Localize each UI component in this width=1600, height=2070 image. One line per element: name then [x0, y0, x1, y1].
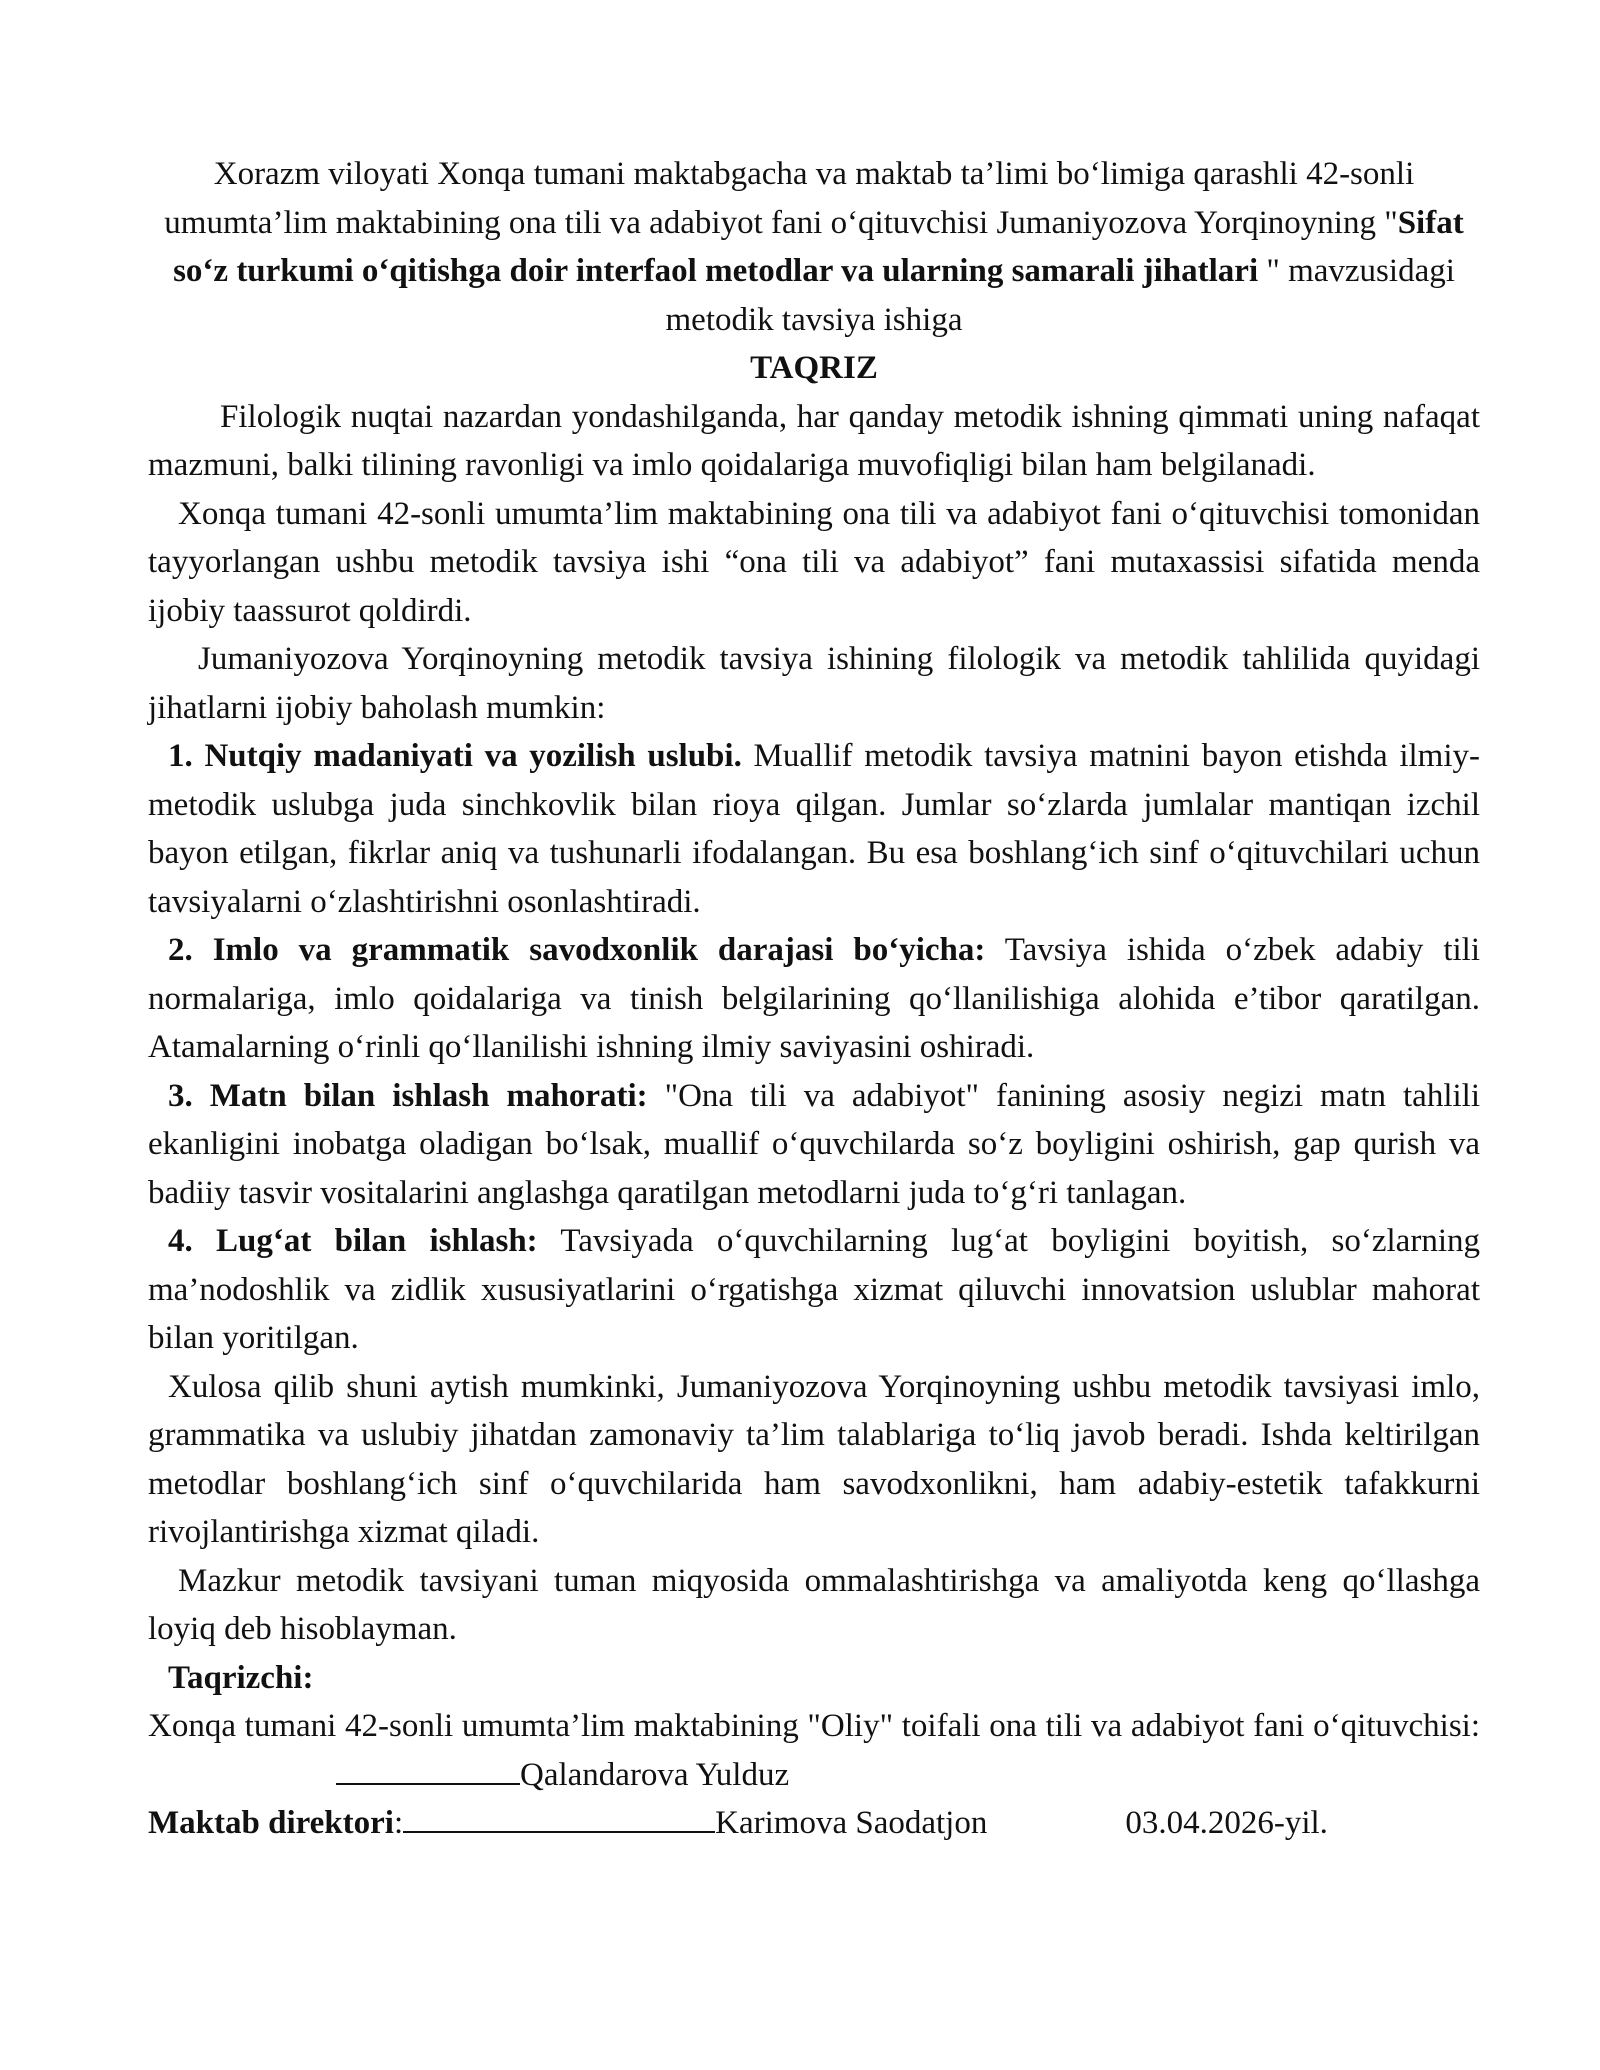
list-item-text: Tavsiya ishida o‘zbek adabiy tili normalariga, imlo qoidalariga va tinish belgilarining qo‘llanilishiga alohida e’tibor qaratilgan. Atamalarning o‘rinli qo‘llanilishi ishning ilmiy saviyasini oshiradi. — [148, 932, 1480, 1065]
signature-line — [403, 1801, 715, 1833]
reviewer-description: Xonqa tumani 42-sonli umumta’lim maktabining "Oliy" toifali ona tili va adabiyot fani o‘qituvchisi: — [148, 1708, 1480, 1744]
list-item-speech-culture — [148, 732, 1480, 926]
reviewer-signature — [148, 1702, 1480, 1799]
director-name: Karimova Saodatjon — [715, 1805, 988, 1841]
paragraph-recommendation: Mazkur metodik tavsiyani tuman miqyosida ommalashtirishga va amaliyotda keng qo‘llashga loyiq deb hisoblayman. — [148, 1562, 1480, 1647]
document-title: TAQRIZ — [750, 350, 878, 386]
paragraph-evaluation: Jumaniyozova Yorqinoyning metodik tavsiya ishining filologik va metodik tahlilida quyidagi jihatlarni ijobiy baholash mumkin: — [148, 641, 1480, 726]
document-date: 03.04.2026-yil. — [1125, 1805, 1328, 1841]
director-label: Maktab direktori — [148, 1805, 394, 1841]
document-page — [148, 150, 1480, 1848]
list-item-text: Muallif metodik tavsiya matnini bayon etishda ilmiy-metodik uslubga juda sinchkovlik bilan rioya qilgan. Jumlar so‘zlarda jumlalar mantiqan izchil bayon etilgan, fikrlar aniq va tushunarli ifodalangan. Bu esa boshlang‘ich sinf o‘qituvchilari uchun tavsiyalarni o‘zlashtirishni osonlashtiradi. — [148, 738, 1480, 920]
paragraph-impression: Xonqa tumani 42-sonli umumta’lim maktabining ona tili va adabiyot fani o‘qituvchisi tomonidan tayyorlangan ushbu metodik tavsiya ishi “ona tili va adabiyot” fani mutaxassisi sifatida menda ijobiy taassurot qoldirdi. — [148, 495, 1480, 629]
reviewer-label: Taqrizchi: — [168, 1659, 314, 1696]
list-item-text-work — [148, 1072, 1480, 1218]
header-topic: Sifat so‘z turkumi o‘qitishga doir interfaol metodlar va ularning samarali jihatlari — [173, 204, 1464, 289]
signature-line — [336, 1753, 520, 1785]
list-item-heading: 2. Imlo va grammatik savodxonlik darajasi bo‘yicha: — [168, 932, 986, 968]
list-item-text: Tavsiyada o‘quvchilarning lug‘at boyligini boyitish, so‘zlarning ma’nodoshlik va zidlik xususiyatlarini o‘rgatishga xizmat qiluvchi innovatsion uslublar mahorat bilan yoritilgan. — [148, 1223, 1480, 1356]
list-item-heading: 3. Matn bilan ishlash mahorati: — [168, 1077, 648, 1114]
reviewer-name: Qalandarova Yulduz — [520, 1756, 790, 1793]
list-item-text: "Ona tili va adabiyot" fanining asosiy negizi matn tahlili ekanligini inobatga oladigan bo‘lsak, muallif o‘quvchilarda so‘z boyligini oshirish, gap qurish va badiiy tasvir vositalarini anglashga qaratilgan metodlarni juda to‘g‘ri tanlagan. — [148, 1077, 1480, 1211]
director-colon: : — [393, 1805, 404, 1841]
director-signature — [148, 1799, 1480, 1848]
list-item-vocabulary — [148, 1217, 1480, 1363]
header-intro: Xorazm viloyati Xonqa tumani maktabgacha va maktab ta’limi bo‘limiga qarashli 42-sonli umumta’lim maktabining ona tili va adabiyot fani o‘qituvchisi Jumaniyozova Yorqinoyning " — [164, 156, 1415, 241]
document-header — [148, 150, 1480, 344]
list-item-heading: 1. Nutqiy madaniyati va yozilish uslubi. — [168, 738, 742, 774]
list-item-spelling — [148, 926, 1480, 1072]
header-outro: " mavzusidagi metodik tavsiya ishiga — [665, 253, 1455, 338]
list-item-heading: 4. Lug‘at bilan ishlash: — [168, 1223, 538, 1259]
paragraph-conclusion: Xulosa qilib shuni aytish mumkinki, Jumaniyozova Yorqinoyning ushbu metodik tavsiyasi imlo, grammatika va uslubiy jihatdan zamonaviy ta’lim talablariga to‘liq javob beradi. Ishda keltirilgan metodlar boshlang‘ich sinf o‘quvchilarida ham savodxonlikni, ham adabiy-estetik tafakkurni rivojlantirishga xizmat qiladi. — [148, 1368, 1480, 1550]
paragraph-intro: Filologik nuqtai nazardan yondashilganda, har qanday metodik ishning qimmati uning nafaqat mazmuni, balki tilining ravonligi va imlo qoidalariga muvofiqligi bilan ham belgilanadi. — [148, 398, 1480, 483]
